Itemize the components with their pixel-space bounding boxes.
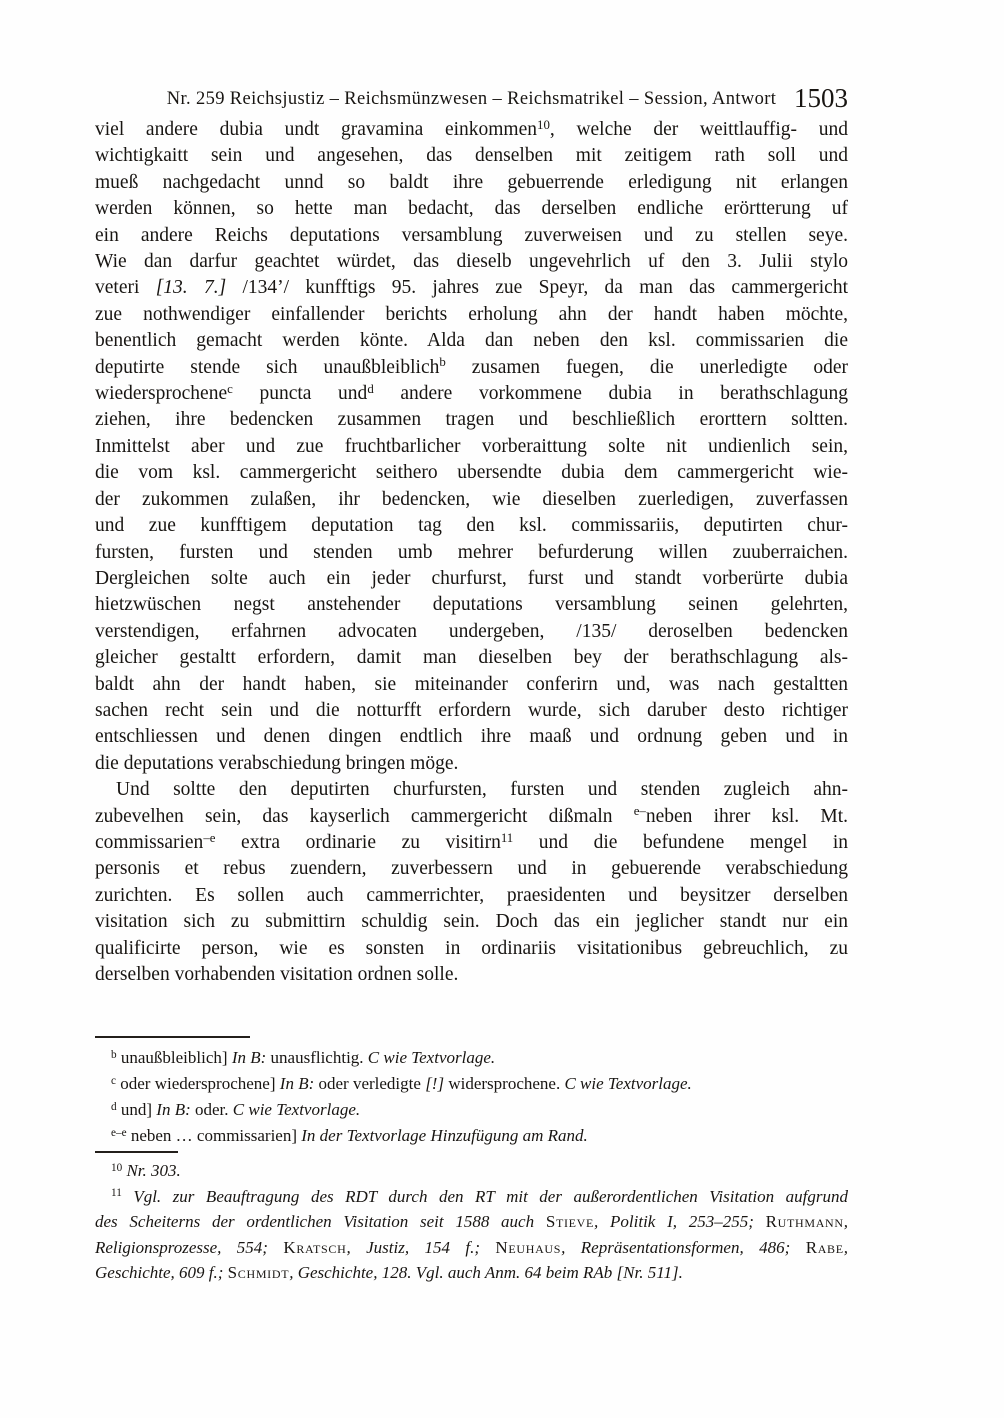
footnote-11 [95,1184,848,1286]
text-run: oder verledigte [314,1074,426,1093]
text-run: Stieve [545,1212,595,1232]
text-run: Religionsprozesse, 554; [95,1237,284,1257]
text-run: entschliessen und denen dingen endtlich ihre maaß und ordnung geben und in [95,726,848,748]
text-run: unausflichtig. [266,1048,368,1067]
text-run: C wie Textvorlage. [232,1100,361,1119]
text-run: visitation sich zu submittirn schuldig sein. Doch das ein jeglicher standt nur ein [95,911,848,933]
text-run: unaußbleiblich] [116,1048,232,1067]
text-run: In der Textvorlage Hinzufügung am Rand. [301,1126,588,1145]
text-run: [!] [425,1074,445,1093]
text-run: Neuhaus [495,1237,562,1257]
text-run: Justiz, 154 f.; [366,1237,496,1257]
text-run: , welche der weittlauffig- und [549,119,848,140]
text-run: C wie Textvorlage. [564,1074,692,1093]
text-run: derselben vorhabenden visitation ordnen solle. [95,964,459,985]
text-line [95,751,848,777]
text-run: Kratsch [283,1237,347,1257]
text-run: , [843,1212,848,1232]
text-line [95,1123,848,1149]
footnote-d [95,1097,848,1123]
text-run: wichtigkaitt sein und angesehen, das denselben mit zeitigem rath soll und [95,145,848,167]
text-run: extra ordinarie zu visitirn [215,831,501,853]
text-run: sachen recht sein und die notturfft erfordern wurde, sich daruber desto richtiger [95,699,848,721]
text-run: andere vorkommene dubia in berathschlagung [373,383,848,405]
text-run: zurichten. Es sollen auch cammerrichter, praesidenten und beysitzer derselben [95,884,848,906]
text-run: qualificirte person, wie es sonsten in ordinariis visitationibus gebreuchlich, zu [95,937,848,959]
text-run: puncta und [232,383,368,405]
paragraph-2 [95,777,848,988]
superscript-marker: 11 [111,1187,122,1200]
paragraph-1 [95,117,848,777]
text-line [95,1158,848,1184]
text-run: commissarien [95,831,204,853]
text-line [95,223,848,249]
text-run: Und soltte den deputirten churfursten, fursten und stenden zugleich ahn- [116,779,848,801]
text-line [95,302,848,328]
text-line [95,1260,848,1286]
text-run: In B: [231,1048,267,1067]
superscript-marker: e–e [111,1126,127,1139]
text-line [95,513,848,539]
superscript-marker: e– [633,804,646,819]
text-run: zusamen fuegen, die unerledigte oder [445,356,849,378]
text-run: Rabe [805,1237,844,1257]
text-line [95,460,848,486]
text-line [95,566,848,592]
text-run: Geschichte, 128. Vgl. auch Anm. 64 beim RAb [Nr. 511]. [297,1263,683,1283]
letter-footnotes [95,1045,848,1149]
text-line [95,170,848,196]
superscript-marker: b [111,1048,117,1061]
text-run: , [289,1263,298,1283]
text-line [95,1235,848,1261]
text-line [95,117,848,143]
text-line [95,777,848,803]
text-line [95,1209,848,1235]
text-line [95,962,848,988]
text-line [95,724,848,750]
superscript-marker: –e [203,830,216,845]
text-line [95,830,848,856]
text-line [95,856,848,882]
text-line [95,1097,848,1123]
text-run: , [843,1237,848,1257]
text-run: werden können, so hette man bedacht, das derselben endliche erörtterung uf [95,198,848,220]
text-run: die vom ksl. cammergericht seithero ubersendte dubia dem cammergericht wie- [95,462,848,484]
text-line [95,275,848,301]
text-run: des Scheiterns der ordentlichen Visitation seit 1588 auch [95,1212,546,1232]
text-run: zue nothwendiger einfallender berichts erholung ahn der handt haben möchte, [95,303,848,325]
text-run: /134’/ kunfftigs 95. jahres zue Speyr, da man das cammergericht [226,277,848,299]
numbered-footnotes [95,1158,848,1286]
text-line [95,1071,848,1097]
superscript-marker: c [227,381,233,396]
text-run: baldt ahn der handt haben, sie miteinander conferirn und, was nach gestaltten [95,673,848,695]
main-text [95,117,848,988]
text-run: deputirte stende sich unaußbleiblich [95,356,440,378]
text-run: Vgl. zur Beauftragung des RDT durch den RT mit der außerordentlichen Visitation aufgrund [133,1186,848,1206]
text-run: viel andere dubia undt gravamina einkommen [95,119,538,140]
text-run: zubevelhen sein, das kayserlich cammergericht dißmaln [95,805,634,827]
text-line [95,407,848,433]
text-line [95,196,848,222]
superscript-marker: 11 [500,830,514,845]
text-run: Inmittelst aber und zue fruchtbarlicher vorberaittung solte nit undienlich sein, [95,435,848,457]
text-run: , [594,1212,611,1232]
text-run: Repräsentationsformen, 486; [580,1237,806,1257]
text-run: neben … commissarien] [126,1126,302,1145]
text-run: Politik I, 253–255; [610,1212,766,1232]
text-run: fursten, fursten und stenden umb mehrer befurderung willen zuuberraichen. [95,541,848,563]
footnote-separator-numbers [95,1151,178,1153]
text-line [95,381,848,407]
text-run: oder. [190,1100,233,1119]
footnote-c [95,1071,848,1097]
text-line [95,1045,848,1071]
text-line [95,249,848,275]
text-line [95,909,848,935]
text-line [95,540,848,566]
text-run: oder wiedersprochene] [115,1074,280,1093]
text-line [95,1184,848,1210]
text-run: wiedersprochene [95,383,228,405]
text-line [95,672,848,698]
text-line [95,804,848,830]
text-line [95,936,848,962]
text-run: der zukommen zulaßen, ihr bedencken, wie dieselben zuerledigen, zuverfassen [95,488,848,510]
text-line [95,619,848,645]
text-run: ziehen, ihre bedencken zusammen tragen und beschließlich erorttern soltten. [95,409,848,431]
text-run: veteri [95,277,156,299]
text-run: Schmidt [227,1263,290,1283]
text-run: Wie dan darfur geachtet würdet, das dieselb ungevehrlich uf den 3. Julii stylo [95,251,848,273]
text-run: , [346,1237,367,1257]
text-line [95,143,848,169]
text-run: In B: [279,1074,315,1093]
text-run: und] [116,1100,157,1119]
text-run: und die befundene mengel in [513,831,848,853]
footnote-separator-letters [95,1036,250,1038]
superscript-marker: 10 [111,1161,123,1174]
superscript-marker: d [111,1100,117,1113]
superscript-marker: c [111,1074,116,1087]
running-header [95,82,848,112]
text-line [95,698,848,724]
text-run: benentlich gemacht werden könte. Alda dan neben den ksl. commissarien die [95,330,848,352]
text-run: Ruthmann [765,1212,844,1232]
superscript-marker: b [439,355,446,370]
footnote-e [95,1123,848,1149]
text-run: Geschichte, 609 f.; [95,1263,228,1283]
text-line [95,328,848,354]
text-run: widersprochene. [444,1074,565,1093]
text-line [95,487,848,513]
text-run [122,1187,134,1206]
text-run: verstendigen, erfahrnen advocaten undergeben, /135/ deroselben bedencken [95,620,848,642]
text-line [95,645,848,671]
text-run: mueß nachgedacht unnd so baldt ihre gebuerrende erledigung nit erlangen [95,171,848,193]
text-line [95,592,848,618]
text-run: In B: [156,1100,191,1119]
text-run: personis et rebus zuendern, zuverbessern und in gebuerende verabschiedung [95,858,848,880]
text-line [95,434,848,460]
superscript-marker: d [367,381,374,396]
text-run: gleicher gestaltt erfordern, damit man dieselben bey der berathschlagung als- [95,647,848,669]
page-number: 1503 [794,83,848,113]
superscript-marker: 10 [537,117,550,132]
text-run: neben ihrer ksl. Mt. [645,805,848,827]
footnote-b [95,1045,848,1071]
text-run: und zue kunfftigem deputation tag den ksl. commissariis, deputirten chur- [95,515,848,537]
footnote-10 [95,1158,848,1184]
text-run: die deputations verabschiedung bringen möge. [95,752,459,774]
text-run: , [561,1237,581,1257]
text-run: ein andere Reichs deputations versamblung zuverweisen und zu stellen seye. [95,224,848,246]
text-run: hietzwüschen negst anstehender deputations versamblung seinen gelehrten, [95,594,848,616]
running-header-title: Nr. 259 Reichsjustiz – Reichsmünzwesen – Reichsmatrikel – Session, Antwort [166,89,777,109]
text-line [95,883,848,909]
text-run: Nr. 303. [126,1161,181,1180]
text-run: C wie Textvorlage. [367,1048,496,1067]
text-line [95,355,848,381]
text-run: [13. 7.] [155,277,227,299]
text-run: Dergleichen solte auch ein jeder churfurst, furst und standt vorberürte dubia [95,567,848,589]
